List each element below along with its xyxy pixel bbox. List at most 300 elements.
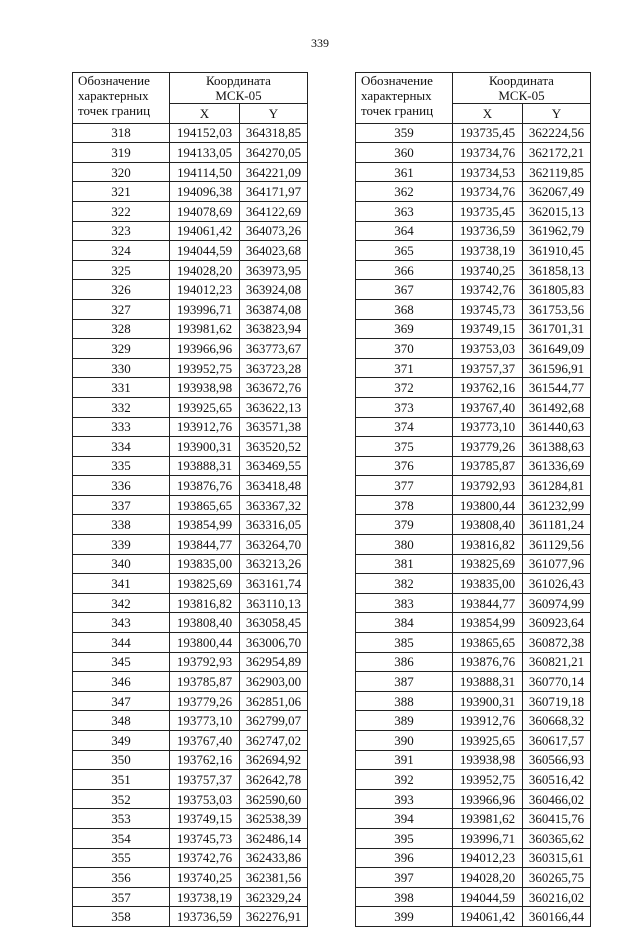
table-row (356, 241, 591, 261)
point-id-cell: 362 (356, 182, 453, 202)
table-row (356, 593, 591, 613)
point-id-cell: 335 (73, 456, 170, 476)
point-id-cell: 339 (73, 535, 170, 555)
y-cell: 362172,21 (523, 143, 591, 163)
x-cell: 193876,76 (453, 652, 523, 672)
table-row (73, 358, 308, 378)
y-cell: 362954,89 (240, 652, 308, 672)
table-row (73, 809, 308, 829)
point-id-cell: 367 (356, 280, 453, 300)
table-row (356, 828, 591, 848)
x-cell: 193757,37 (170, 770, 240, 790)
point-id-cell: 352 (73, 789, 170, 809)
y-cell: 361805,83 (523, 280, 591, 300)
point-id-cell: 365 (356, 241, 453, 261)
coordinates-table-right (355, 72, 591, 927)
y-cell: 362642,78 (240, 770, 308, 790)
y-cell: 360365,62 (523, 828, 591, 848)
x-cell: 193749,15 (453, 319, 523, 339)
x-cell: 193925,65 (453, 731, 523, 751)
point-id-cell: 398 (356, 887, 453, 907)
point-id-cell: 383 (356, 593, 453, 613)
point-id-cell: 348 (73, 711, 170, 731)
x-cell: 193854,99 (170, 515, 240, 535)
point-id-cell: 325 (73, 260, 170, 280)
table-row (356, 907, 591, 927)
y-cell: 362015,13 (523, 201, 591, 221)
table-row (73, 221, 308, 241)
x-cell: 193844,77 (170, 535, 240, 555)
x-cell: 193952,75 (453, 770, 523, 790)
x-cell: 193912,76 (453, 711, 523, 731)
table-row (356, 201, 591, 221)
y-cell: 360166,44 (523, 907, 591, 927)
x-cell: 193808,40 (170, 613, 240, 633)
x-cell: 193736,59 (453, 221, 523, 241)
table-row (73, 299, 308, 319)
point-id-cell: 358 (73, 907, 170, 927)
point-id-cell: 389 (356, 711, 453, 731)
x-cell: 193996,71 (453, 828, 523, 848)
point-id-cell: 390 (356, 731, 453, 751)
point-id-cell: 331 (73, 378, 170, 398)
point-id-cell: 370 (356, 339, 453, 359)
x-cell: 193816,82 (453, 535, 523, 555)
point-id-cell: 387 (356, 672, 453, 692)
point-id-cell: 336 (73, 476, 170, 496)
point-id-cell: 394 (356, 809, 453, 829)
point-id-cell: 345 (73, 652, 170, 672)
point-id-cell: 355 (73, 848, 170, 868)
point-id-cell: 364 (356, 221, 453, 241)
x-cell: 193762,16 (170, 750, 240, 770)
table-row (356, 162, 591, 182)
table-row (73, 123, 308, 143)
y-header: Y (523, 104, 591, 124)
table-row (73, 633, 308, 653)
x-cell: 193785,87 (170, 672, 240, 692)
y-cell: 362694,92 (240, 750, 308, 770)
coordinates-table-left (72, 72, 308, 927)
point-id-cell: 330 (73, 358, 170, 378)
y-cell: 360719,18 (523, 691, 591, 711)
point-id-cell: 378 (356, 495, 453, 515)
table-row (73, 613, 308, 633)
y-cell: 360821,21 (523, 652, 591, 672)
table-row (73, 711, 308, 731)
point-id-cell: 349 (73, 731, 170, 751)
table-row (73, 789, 308, 809)
point-id-cell: 323 (73, 221, 170, 241)
y-cell: 362903,00 (240, 672, 308, 692)
point-id-cell: 392 (356, 770, 453, 790)
x-cell: 194028,20 (453, 868, 523, 888)
point-id-cell: 350 (73, 750, 170, 770)
x-cell: 193792,93 (170, 652, 240, 672)
x-header: X (170, 104, 240, 124)
table-row (73, 515, 308, 535)
y-cell: 363622,13 (240, 397, 308, 417)
table-row (73, 339, 308, 359)
point-id-cell: 395 (356, 828, 453, 848)
y-cell: 361962,79 (523, 221, 591, 241)
y-cell: 363316,05 (240, 515, 308, 535)
point-id-cell: 328 (73, 319, 170, 339)
point-id-cell: 397 (356, 868, 453, 888)
point-id-cell: 382 (356, 574, 453, 594)
y-cell: 364122,69 (240, 201, 308, 221)
point-id-cell: 376 (356, 456, 453, 476)
x-cell: 193773,10 (453, 417, 523, 437)
table-row (356, 868, 591, 888)
point-id-cell: 380 (356, 535, 453, 555)
table-body-right (356, 123, 591, 926)
y-cell: 363823,94 (240, 319, 308, 339)
table-row (356, 613, 591, 633)
table-row (356, 691, 591, 711)
x-cell: 193854,99 (453, 613, 523, 633)
x-cell: 193888,31 (453, 672, 523, 692)
x-cell: 193900,31 (453, 691, 523, 711)
y-cell: 364318,85 (240, 123, 308, 143)
x-cell: 193981,62 (170, 319, 240, 339)
point-id-cell: 360 (356, 143, 453, 163)
x-cell: 193734,76 (453, 143, 523, 163)
point-id-cell: 388 (356, 691, 453, 711)
table-row (73, 554, 308, 574)
x-cell: 194114,50 (170, 162, 240, 182)
point-id-cell: 371 (356, 358, 453, 378)
y-cell: 362119,85 (523, 162, 591, 182)
y-cell: 361649,09 (523, 339, 591, 359)
y-cell: 361026,43 (523, 574, 591, 594)
y-cell: 364171,97 (240, 182, 308, 202)
x-cell: 193865,65 (170, 495, 240, 515)
y-cell: 363213,26 (240, 554, 308, 574)
table-row (356, 378, 591, 398)
table-row (356, 848, 591, 868)
y-cell: 362381,56 (240, 868, 308, 888)
point-id-cell: 342 (73, 593, 170, 613)
table-row (73, 887, 308, 907)
point-id-cell: 332 (73, 397, 170, 417)
y-cell: 360770,14 (523, 672, 591, 692)
x-cell: 193938,98 (170, 378, 240, 398)
point-id-cell: 384 (356, 613, 453, 633)
table-row (73, 907, 308, 927)
point-id-cell: 359 (356, 123, 453, 143)
x-cell: 193767,40 (170, 731, 240, 751)
point-id-cell: 391 (356, 750, 453, 770)
x-cell: 193745,73 (170, 828, 240, 848)
table-row (73, 162, 308, 182)
y-cell: 363924,08 (240, 280, 308, 300)
y-header: Y (240, 104, 308, 124)
y-cell: 363874,08 (240, 299, 308, 319)
x-cell: 193735,45 (453, 123, 523, 143)
y-cell: 362276,91 (240, 907, 308, 927)
point-id-cell: 368 (356, 299, 453, 319)
x-cell: 194096,38 (170, 182, 240, 202)
point-id-cell: 329 (73, 339, 170, 359)
x-cell: 194061,42 (170, 221, 240, 241)
point-id-cell: 346 (73, 672, 170, 692)
table-row (73, 319, 308, 339)
table-row (356, 652, 591, 672)
x-cell: 193900,31 (170, 437, 240, 457)
table-row (356, 495, 591, 515)
x-cell: 194152,03 (170, 123, 240, 143)
x-cell: 193762,16 (453, 378, 523, 398)
table-row (73, 672, 308, 692)
y-cell: 360516,42 (523, 770, 591, 790)
x-cell: 193835,00 (170, 554, 240, 574)
y-cell: 363367,32 (240, 495, 308, 515)
x-cell: 194028,20 (170, 260, 240, 280)
point-id-cell: 361 (356, 162, 453, 182)
point-id-cell: 347 (73, 691, 170, 711)
y-cell: 363672,76 (240, 378, 308, 398)
table-row (356, 260, 591, 280)
x-cell: 193865,65 (453, 633, 523, 653)
table-row (73, 260, 308, 280)
table-row (356, 437, 591, 457)
point-id-cell: 372 (356, 378, 453, 398)
y-cell: 362224,56 (523, 123, 591, 143)
y-cell: 361440,63 (523, 417, 591, 437)
table-row (356, 280, 591, 300)
point-id-cell: 375 (356, 437, 453, 457)
point-id-cell: 373 (356, 397, 453, 417)
point-id-cell: 344 (73, 633, 170, 653)
table-row (73, 201, 308, 221)
table-row (356, 182, 591, 202)
x-cell: 194061,42 (453, 907, 523, 927)
table-row (73, 652, 308, 672)
y-cell: 363571,38 (240, 417, 308, 437)
y-cell: 362329,24 (240, 887, 308, 907)
x-header: X (453, 104, 523, 124)
x-cell: 193981,62 (453, 809, 523, 829)
x-cell: 193738,19 (170, 887, 240, 907)
x-cell: 193740,25 (453, 260, 523, 280)
table-row (356, 143, 591, 163)
y-cell: 360315,61 (523, 848, 591, 868)
point-id-cell: 326 (73, 280, 170, 300)
y-cell: 362747,02 (240, 731, 308, 751)
point-id-cell: 385 (356, 633, 453, 653)
table-row (73, 182, 308, 202)
point-id-cell: 337 (73, 495, 170, 515)
x-cell: 193835,00 (453, 574, 523, 594)
point-id-cell: 363 (356, 201, 453, 221)
point-id-cell: 399 (356, 907, 453, 927)
y-cell: 362799,07 (240, 711, 308, 731)
point-id-cell: 320 (73, 162, 170, 182)
table-row (73, 750, 308, 770)
point-id-cell: 333 (73, 417, 170, 437)
table-row (356, 456, 591, 476)
x-cell: 193738,19 (453, 241, 523, 261)
x-cell: 193792,93 (453, 476, 523, 496)
y-cell: 360265,75 (523, 868, 591, 888)
point-id-cell: 338 (73, 515, 170, 535)
table-row (73, 495, 308, 515)
x-cell: 193740,25 (170, 868, 240, 888)
y-cell: 363264,70 (240, 535, 308, 555)
table-row (73, 731, 308, 751)
y-cell: 363723,28 (240, 358, 308, 378)
x-cell: 193912,76 (170, 417, 240, 437)
table-row (73, 280, 308, 300)
y-cell: 360617,57 (523, 731, 591, 751)
y-cell: 363773,67 (240, 339, 308, 359)
x-cell: 193742,76 (170, 848, 240, 868)
table-row (356, 476, 591, 496)
y-cell: 361181,24 (523, 515, 591, 535)
point-id-cell: 340 (73, 554, 170, 574)
x-cell: 193735,45 (453, 201, 523, 221)
table-row (356, 299, 591, 319)
table-row (356, 672, 591, 692)
y-cell: 361701,31 (523, 319, 591, 339)
table-row (73, 378, 308, 398)
x-cell: 194012,23 (170, 280, 240, 300)
table-row (73, 417, 308, 437)
point-id-cell: 374 (356, 417, 453, 437)
x-cell: 193742,76 (453, 280, 523, 300)
x-cell: 194044,59 (170, 241, 240, 261)
y-cell: 364023,68 (240, 241, 308, 261)
y-cell: 361753,56 (523, 299, 591, 319)
table-row (356, 633, 591, 653)
point-id-cell: 351 (73, 770, 170, 790)
y-cell: 361596,91 (523, 358, 591, 378)
x-cell: 193767,40 (453, 397, 523, 417)
table-row (356, 417, 591, 437)
table-row (356, 789, 591, 809)
table-row (73, 456, 308, 476)
table-row (73, 535, 308, 555)
point-id-cell: 377 (356, 476, 453, 496)
point-id-cell: 318 (73, 123, 170, 143)
x-cell: 194078,69 (170, 201, 240, 221)
y-cell: 360566,93 (523, 750, 591, 770)
table-row (356, 123, 591, 143)
table-row (356, 535, 591, 555)
point-label-header: Обозначение характерных точек границ (73, 73, 170, 124)
point-id-cell: 357 (73, 887, 170, 907)
x-cell: 193779,26 (453, 437, 523, 457)
x-cell: 193996,71 (170, 299, 240, 319)
table-row (356, 397, 591, 417)
table-row (356, 809, 591, 829)
x-cell: 193876,76 (170, 476, 240, 496)
y-cell: 362486,14 (240, 828, 308, 848)
table-row (356, 515, 591, 535)
y-cell: 361492,68 (523, 397, 591, 417)
table-row (356, 319, 591, 339)
table-row (73, 437, 308, 457)
y-cell: 361388,63 (523, 437, 591, 457)
point-id-cell: 369 (356, 319, 453, 339)
y-cell: 363418,48 (240, 476, 308, 496)
table-row (73, 476, 308, 496)
coordinate-group-header: Координата МСК-05 (453, 73, 591, 104)
y-cell: 360923,64 (523, 613, 591, 633)
x-cell: 193966,96 (170, 339, 240, 359)
y-cell: 362590,60 (240, 789, 308, 809)
x-cell: 193966,96 (453, 789, 523, 809)
y-cell: 361284,81 (523, 476, 591, 496)
x-cell: 193808,40 (453, 515, 523, 535)
y-cell: 363110,13 (240, 593, 308, 613)
table-row (356, 887, 591, 907)
table-row (356, 750, 591, 770)
table-row (73, 868, 308, 888)
x-cell: 193736,59 (170, 907, 240, 927)
y-cell: 362433,86 (240, 848, 308, 868)
y-cell: 363161,74 (240, 574, 308, 594)
point-id-cell: 366 (356, 260, 453, 280)
x-cell: 193734,53 (453, 162, 523, 182)
y-cell: 363520,52 (240, 437, 308, 457)
table-row (73, 397, 308, 417)
table-row (356, 574, 591, 594)
point-id-cell: 343 (73, 613, 170, 633)
table-row (73, 828, 308, 848)
point-id-cell: 356 (73, 868, 170, 888)
point-id-cell: 353 (73, 809, 170, 829)
point-id-cell: 324 (73, 241, 170, 261)
table-row (356, 770, 591, 790)
x-cell: 193938,98 (453, 750, 523, 770)
x-cell: 193816,82 (170, 593, 240, 613)
table-row (73, 574, 308, 594)
y-cell: 360974,99 (523, 593, 591, 613)
y-cell: 360466,02 (523, 789, 591, 809)
x-cell: 193825,69 (453, 554, 523, 574)
x-cell: 194012,23 (453, 848, 523, 868)
x-cell: 194133,05 (170, 143, 240, 163)
point-id-cell: 396 (356, 848, 453, 868)
point-id-cell: 319 (73, 143, 170, 163)
x-cell: 193888,31 (170, 456, 240, 476)
y-cell: 360872,38 (523, 633, 591, 653)
x-cell: 193800,44 (170, 633, 240, 653)
x-cell: 193753,03 (453, 339, 523, 359)
table-row (73, 691, 308, 711)
table-row (356, 358, 591, 378)
point-label-header: Обозначение характерных точек границ (356, 73, 453, 124)
y-cell: 362067,49 (523, 182, 591, 202)
y-cell: 363058,45 (240, 613, 308, 633)
point-id-cell: 341 (73, 574, 170, 594)
y-cell: 364073,26 (240, 221, 308, 241)
x-cell: 193825,69 (170, 574, 240, 594)
y-cell: 361129,56 (523, 535, 591, 555)
y-cell: 360668,32 (523, 711, 591, 731)
x-cell: 193749,15 (170, 809, 240, 829)
y-cell: 363973,95 (240, 260, 308, 280)
y-cell: 362851,06 (240, 691, 308, 711)
y-cell: 364221,09 (240, 162, 308, 182)
x-cell: 193785,87 (453, 456, 523, 476)
point-id-cell: 334 (73, 437, 170, 457)
x-cell: 193734,76 (453, 182, 523, 202)
point-id-cell: 386 (356, 652, 453, 672)
y-cell: 361544,77 (523, 378, 591, 398)
